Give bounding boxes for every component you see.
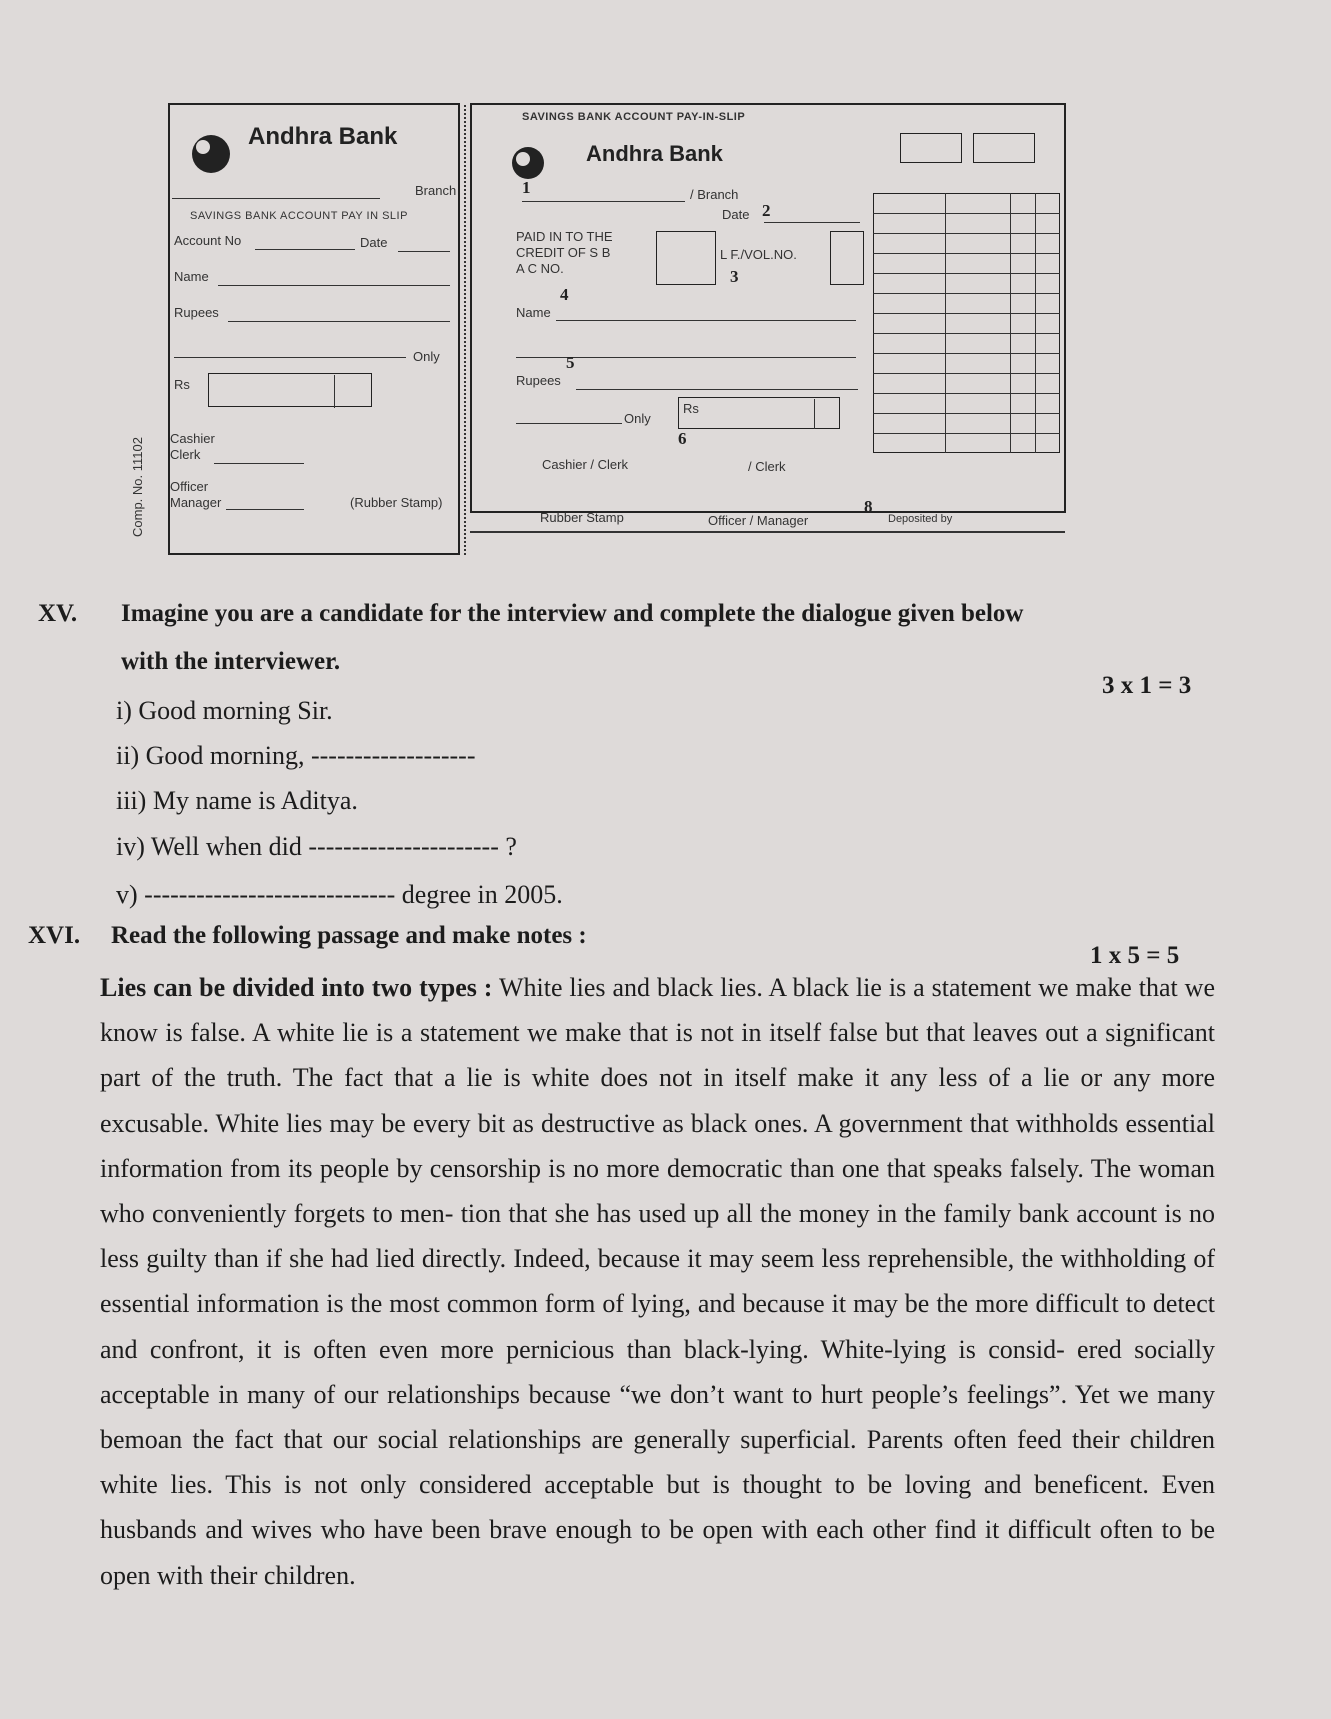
counterfoil-date-label: Date xyxy=(360,235,388,250)
slip-top-box-2 xyxy=(973,133,1035,163)
q15-item-3: iii) My name is Aditya. xyxy=(116,786,358,815)
q15-title-line1: Imagine you are a candidate for the interview and complete the dialogue given below xyxy=(121,600,1024,627)
counterfoil-officer-label: Officer xyxy=(170,479,209,494)
field-number-3: 3 xyxy=(730,267,739,286)
slip-rupees-label: Rupees xyxy=(516,373,561,388)
counterfoil-stamp-label: (Rubber Stamp) xyxy=(350,495,443,510)
sb-account-box xyxy=(656,231,716,285)
q15-title-line2: with the interviewer. xyxy=(121,648,341,675)
counterfoil-only-label: Only xyxy=(413,349,440,364)
slip-name-label: Name xyxy=(516,305,551,320)
field-number-5: 5 xyxy=(566,353,575,372)
q15-item-4: iv) Well when did ---------------------- ? xyxy=(116,832,517,861)
slip-branch-label: / Branch xyxy=(690,187,739,202)
slip-top-box-1 xyxy=(900,133,962,163)
slip-rs-label: Rs xyxy=(683,401,699,416)
tear-line xyxy=(464,105,466,555)
counterfoil-amount-box xyxy=(208,373,372,407)
counterfoil-rs-label: Rs xyxy=(174,377,190,392)
slip-title: SAVINGS BANK ACCOUNT PAY-IN-SLIP xyxy=(522,111,746,123)
q15-item-5: v) ----------------------------- degree in 2005. xyxy=(116,880,563,909)
lf-vol-box xyxy=(830,231,864,285)
paid-in-label-1: PAID IN TO THE xyxy=(516,229,613,244)
paid-in-label-3: A C NO. xyxy=(516,261,564,276)
bank-pay-in-slip-image xyxy=(130,95,1050,575)
slip-deposited-label: Deposited by xyxy=(888,513,953,525)
q16-marks: 1 x 5 = 5 xyxy=(1090,942,1180,969)
field-number-6: 6 xyxy=(678,429,687,448)
q16-title: Read the following passage and make notes : xyxy=(111,922,587,949)
slip-only-label: Only xyxy=(624,411,651,426)
q15-item-2: ii) Good morning, ------------------- xyxy=(116,741,476,770)
counterfoil-manager-label: Manager xyxy=(170,495,222,510)
field-number-4: 4 xyxy=(560,285,569,304)
counterfoil-account-label: Account No xyxy=(174,233,242,248)
counterfoil-clerk-label: Clerk xyxy=(170,447,201,462)
counterfoil-branch-label: Branch xyxy=(415,183,457,198)
andhra-bank-logo-icon-2 xyxy=(512,147,544,179)
field-number-2: 2 xyxy=(762,201,771,220)
counterfoil-rupees-label: Rupees xyxy=(174,305,219,320)
field-number-1: 1 xyxy=(522,178,531,197)
slip-bank-name: Andhra Bank xyxy=(586,141,723,166)
passage-lead: Lies can be divided into two types : xyxy=(100,973,493,1002)
counterfoil-name-label: Name xyxy=(174,269,209,284)
slip-officer-label: Officer / Manager xyxy=(708,513,809,528)
counterfoil-bank-name: Andhra Bank xyxy=(248,123,398,150)
paid-in-label-2: CREDIT OF S B xyxy=(516,245,611,260)
lf-vol-label: L F./VOL.NO. xyxy=(720,247,797,262)
q16-passage xyxy=(100,965,1215,1598)
andhra-bank-logo-icon xyxy=(192,135,230,173)
counterfoil-slip-title: SAVINGS BANK ACCOUNT PAY IN SLIP xyxy=(190,210,408,222)
passage-body: White lies and black lies. A black lie is a statement we make that we know is false. A white lie is a statement we make that is not in itself false but that leaves out a significant part of the truth. The fact that a lie is white does not in itself make it any less of a lie or any more excusable. White lies may be every bit as destructive as black ones. A government that withholds essential information from its people by censorship is no more democratic than one that speaks falsely. The woman who conveniently forgets to men- tion that she has used up all the money in the family bank account is no less guilty than if she had lied directly. Indeed, because it may seem less reprehensible, the withholding of essential information is the most common form of lying, and because it may be the more difficult to detect and confront, it is often even more pernicious than black-lying. White-lying is consid- ered socially acceptable in many of our relationships because “we don’t want to hurt people’s feelings”. Yet we many bemoan the fact that our social relationships are generally superficial. Parents often feed their children white lies. This is not only considered acceptable but is thought to be loving and beneficent. Even husbands and wives who have been brave enough to be open with each other find it difficult often to be open with their children. xyxy=(100,973,1215,1590)
slip-clerk-label: / Clerk xyxy=(748,459,786,474)
slip-stamp-label: Rubber Stamp xyxy=(540,510,624,525)
q15-number: XV. xyxy=(38,600,78,627)
counterfoil-cashier-label: Cashier xyxy=(170,431,215,446)
q16-number: XVI. xyxy=(28,922,81,949)
q15-item-1: i) Good morning Sir. xyxy=(116,696,333,725)
slip-cashier-label: Cashier / Clerk xyxy=(542,457,628,472)
field-number-8: 8 xyxy=(864,497,873,516)
slip-amount-box xyxy=(678,397,840,429)
counterfoil-comp-no: Comp. No. 11102 xyxy=(130,437,145,537)
q15-marks: 3 x 1 = 3 xyxy=(1102,672,1192,699)
slip-date-label: Date xyxy=(722,207,750,222)
